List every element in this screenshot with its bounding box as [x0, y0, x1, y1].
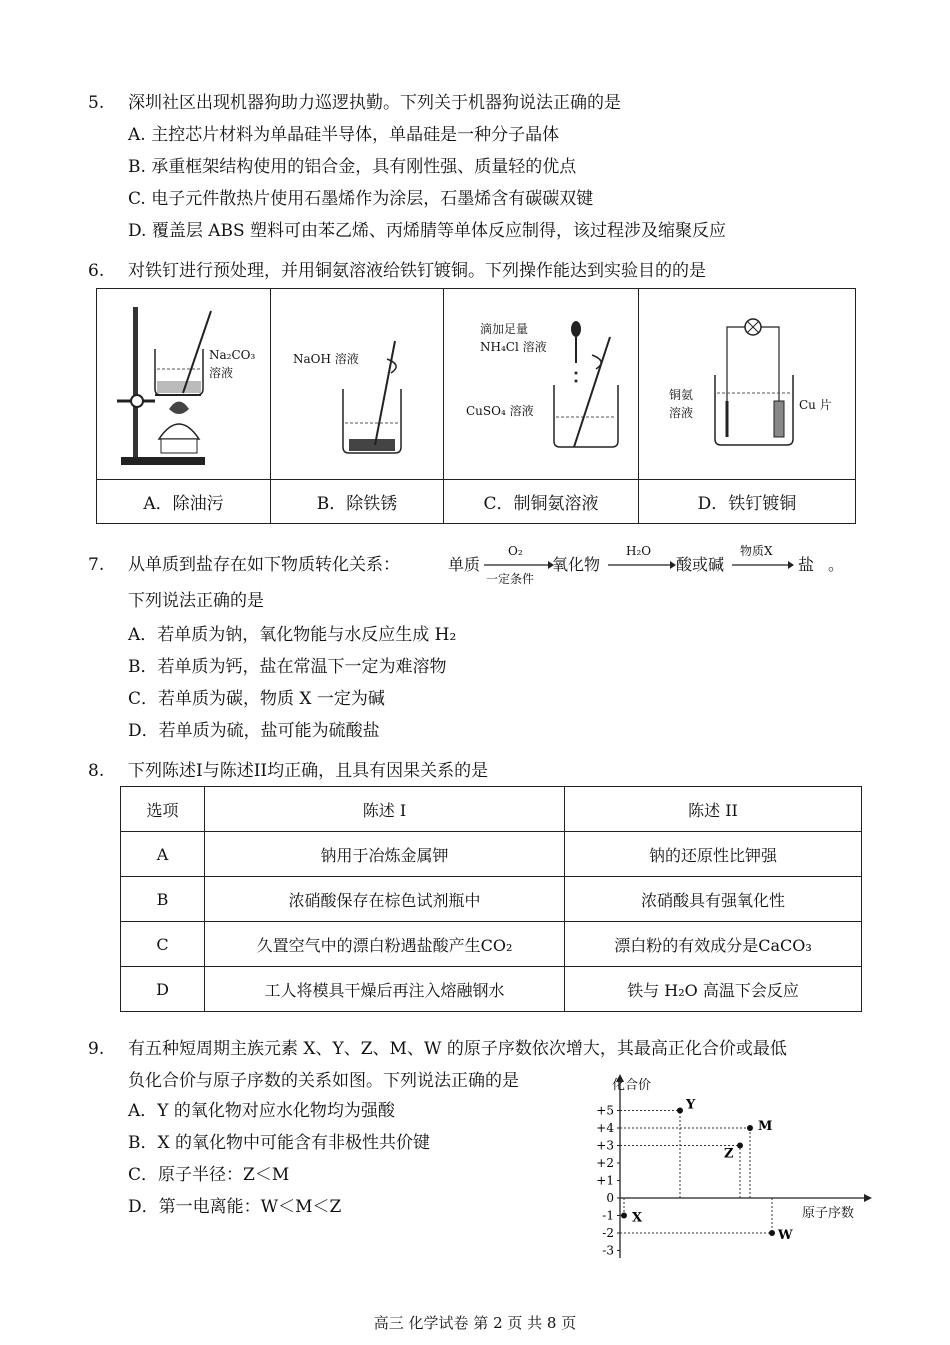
y-tick-label: -3: [602, 1243, 614, 1258]
figure-cell-c: [444, 289, 639, 479]
option-b: B. 承重框架结构使用的铝合金，具有刚性强、质量轻的优点: [128, 157, 577, 177]
table-cell: 漂白粉的有效成分是CaCO₃: [565, 922, 862, 967]
table-cell: 钠用于冶炼金属钾: [205, 832, 565, 877]
copper-ammonia-label-1: 铜氨: [669, 388, 694, 402]
question-7: [0, 544, 950, 744]
y-tick-label: -1: [602, 1208, 614, 1223]
y-tick-label: +5: [596, 1103, 614, 1118]
point-z: [737, 1143, 743, 1149]
option-a: A. 主控芯片材料为单晶硅半导体，单晶硅是一种分子晶体: [128, 125, 560, 145]
copper-plate-label: Cu 片: [799, 398, 832, 412]
figure-cell-b: [271, 289, 444, 479]
chain-oxide: 氧化物: [552, 555, 601, 574]
option-c: C．原子半径：Z＜M: [128, 1165, 290, 1185]
question-number: 8.: [88, 761, 105, 781]
table-row: [121, 922, 862, 967]
experiment-figure-table: [96, 288, 856, 524]
caption-d: D．铁钉镀铜: [639, 479, 855, 523]
y-tick-label: -2: [602, 1226, 614, 1240]
point-label: Y: [686, 1097, 696, 1113]
question-stem-2: 负化合价与原子序数的关系如图。下列说法正确的是: [128, 1071, 519, 1091]
y-axis-label: 化合价: [612, 1078, 652, 1093]
option-a: A．Y 的氧化物对应水化物均为强酸: [128, 1101, 395, 1121]
caption-c: C．制铜氨溶液: [444, 479, 639, 523]
table-cell: 铁与 H₂O 高温下会反应: [565, 967, 862, 1012]
point-m: [747, 1125, 753, 1131]
y-tick-label: +2: [596, 1156, 614, 1170]
table-cell: 工人将模具干燥后再注入熔融钢水: [205, 967, 565, 1012]
chain-end: 。: [828, 555, 845, 574]
header-cell: 陈述 I: [205, 787, 565, 832]
x-axis-arrow: [864, 1194, 872, 1202]
question-number: 6.: [88, 261, 105, 281]
question-number: 7.: [88, 555, 105, 575]
header-cell: 陈述 II: [565, 787, 862, 832]
dropper-label-2: NH₄Cl 溶液: [480, 340, 547, 354]
dropper-label-1: 滴加足量: [480, 322, 529, 336]
option-d: D．第一电离能：W＜M＜Z: [128, 1197, 342, 1217]
y-tick-label: +4: [596, 1121, 614, 1135]
table-row: [121, 877, 862, 922]
copper-ammonia-label-2: 溶液: [669, 406, 694, 420]
table-cell: A: [121, 832, 205, 877]
table-cell: D: [121, 967, 205, 1012]
table-cell: C: [121, 922, 205, 967]
table-cell: 浓硝酸保存在棕色试剂瓶中: [205, 877, 565, 922]
arrow-3-top: 物质X: [740, 544, 773, 558]
chain-acid-base: 酸或碱: [676, 555, 725, 574]
statement-table: [120, 786, 862, 1012]
point-label: W: [778, 1228, 793, 1243]
electroplating-cell-icon: [639, 289, 855, 477]
arrow-1-bottom: 一定条件: [486, 572, 535, 586]
valence-graph-svg: [580, 1070, 880, 1260]
point-label: Z: [724, 1146, 734, 1162]
table-row: [121, 832, 862, 877]
caption-b: B．除铁锈: [271, 479, 444, 523]
question-stem: 下列陈述I与陈述II均正确，且具有因果关系的是: [128, 761, 489, 781]
chain-element: 单质: [448, 555, 481, 574]
arrow-3-icon: [732, 560, 794, 570]
option-c: C. 电子元件散热片使用石墨烯作为涂层，石墨烯含有碳碳双键: [128, 189, 594, 209]
question-number: 5.: [88, 93, 105, 113]
conversion-chain: [448, 542, 848, 586]
option-c: C．若单质为碳，物质 X 一定为碱: [128, 689, 385, 709]
copper-sulfate-label: CuSO₄ 溶液: [466, 404, 534, 418]
question-number: 9.: [88, 1039, 105, 1059]
question-6: [0, 260, 950, 284]
option-a: A．若单质为钠，氧化物能与水反应生成 H₂: [128, 625, 457, 645]
arrow-2-icon: [608, 560, 676, 570]
dropper-beaker-icon: [444, 289, 639, 477]
caption-a: A．除油污: [97, 479, 271, 523]
option-b: B．若单质为钙，盐在常温下一定为难溶物: [128, 657, 447, 677]
valence-graph: [580, 1070, 880, 1260]
table-cell: 浓硝酸具有强氧化性: [565, 877, 862, 922]
point-label: M: [758, 1119, 773, 1134]
table-cell: 钠的还原性比钾强: [565, 832, 862, 877]
point-y: [677, 1108, 683, 1114]
header-cell: 选项: [121, 787, 205, 832]
page-footer: 高三 化学试卷 第 2 页 共 8 页: [373, 1314, 577, 1332]
question-stem: 从单质到盐存在如下物质转化关系：: [128, 555, 400, 575]
question-stem: 深圳社区出现机器狗助力巡逻执勤。下列关于机器狗说法正确的是: [128, 93, 621, 113]
arrow-1-top: O₂: [508, 544, 523, 558]
question-stem: 对铁钉进行预处理，并用铜氨溶液给铁钉镀铜。下列操作能达到实验目的的是: [128, 261, 706, 281]
naoh-label: NaOH 溶液: [293, 352, 359, 366]
option-d: D. 覆盖层 ABS 塑料可由苯乙烯、丙烯腈等单体反应制得，该过程涉及缩聚反应: [128, 221, 727, 241]
option-b: B．X 的氧化物中可能含有非极性共价键: [128, 1133, 430, 1153]
chain-salt: 盐: [798, 555, 815, 574]
solution-label: 溶液: [209, 366, 234, 380]
question-8: [0, 760, 950, 784]
point-x: [621, 1213, 627, 1219]
y-tick-label: +1: [596, 1173, 614, 1188]
question-stem-2: 下列说法正确的是: [128, 591, 264, 611]
figure-cell-d: [639, 289, 855, 479]
question-5: [0, 92, 950, 242]
table-row: [121, 967, 862, 1012]
question-stem: 有五种短周期主族元素 X、Y、Z、M、W 的原子序数依次增大，其最高正化合价或最低: [128, 1039, 787, 1059]
y-tick-label: +3: [596, 1138, 614, 1153]
heating-apparatus-icon: [97, 289, 271, 477]
x-axis-label: 原子序数: [802, 1206, 855, 1221]
table-header-row: [121, 787, 862, 832]
beaker-icon: [271, 289, 444, 477]
option-d: D．若单质为硫，盐可能为硫酸盐: [128, 721, 380, 741]
table-cell: 久置空气中的漂白粉遇盐酸产生CO₂: [205, 922, 565, 967]
table-cell: B: [121, 877, 205, 922]
point-w: [769, 1230, 775, 1236]
sodium-carbonate-label: Na₂CO₃: [209, 348, 256, 362]
point-label: X: [632, 1210, 643, 1226]
arrow-2-top: H₂O: [626, 544, 652, 558]
y-tick-label: 0: [606, 1191, 614, 1205]
figure-cell-a: [97, 289, 271, 479]
